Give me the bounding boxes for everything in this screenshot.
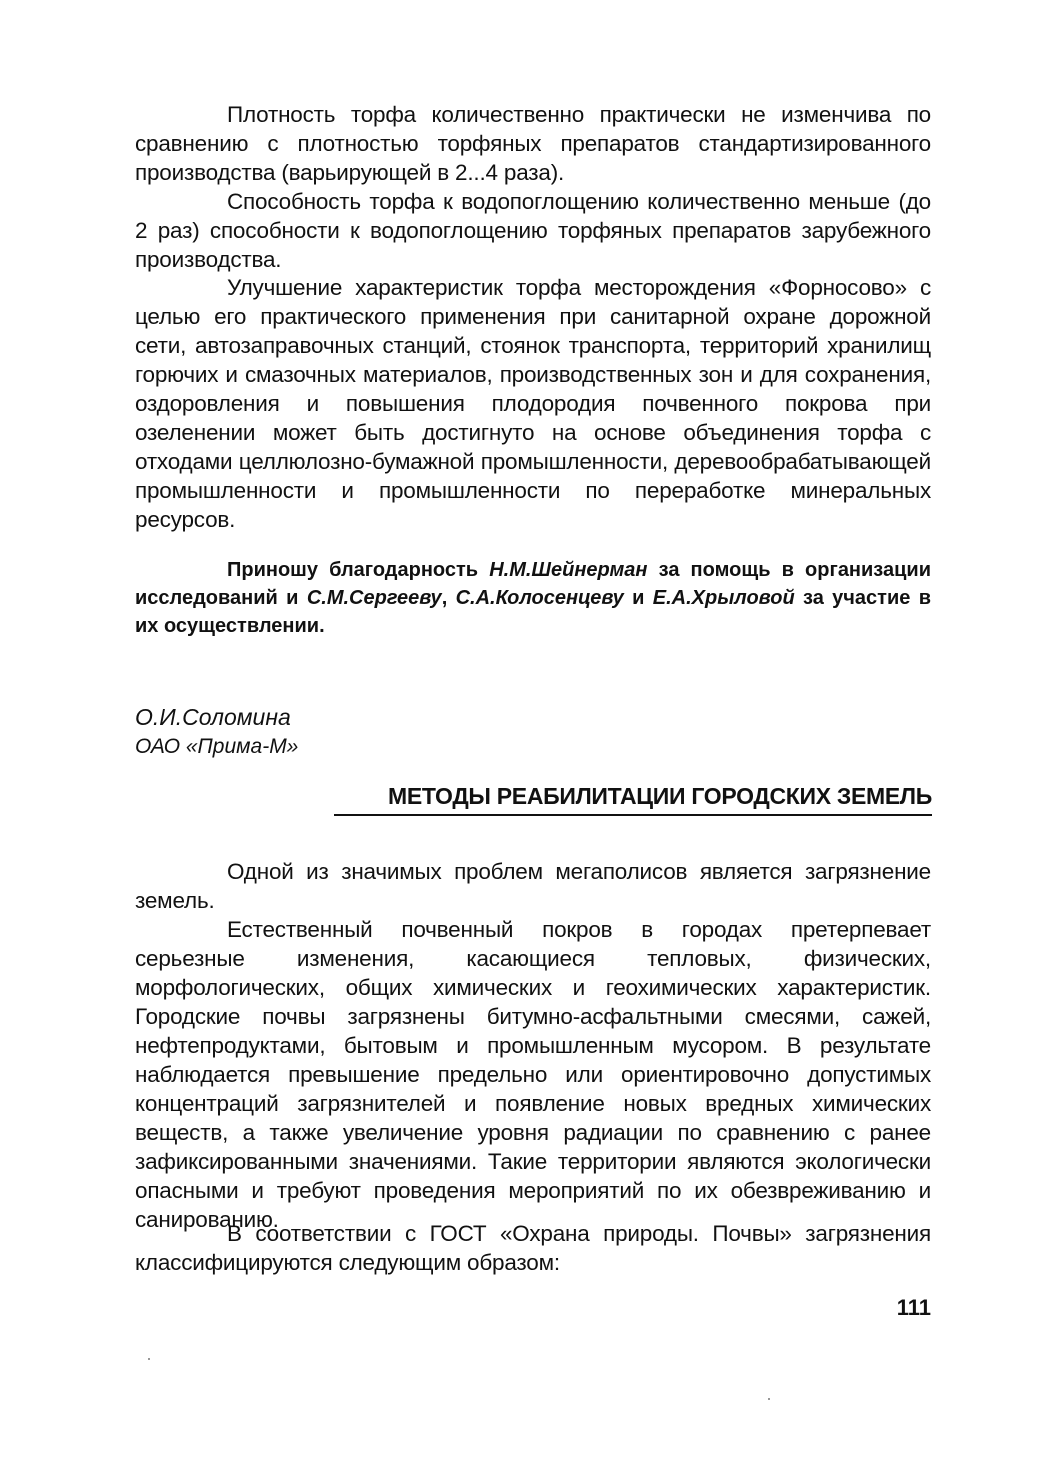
scan-speck [768, 1398, 770, 1400]
ack-name: Н.М.Шейнерман [489, 559, 648, 581]
ack-text: за участие в их осуществлении. [135, 587, 931, 637]
ack-name: С.М.Сергееву [306, 587, 442, 609]
paragraph-text: Плотность торфа количественно практически не изменчива по сравнению с плотностью торфяных препаратов стандартизированного производства (варьирующей в 2...4 раза). [135, 102, 931, 185]
ack-text: и [623, 587, 653, 609]
paragraph-text: Одной из значимых проблем мегаполисов является загрязнение земель. [135, 859, 931, 913]
paragraph-soil-changes [135, 915, 931, 1234]
paragraph-text: Естественный почвенный покров в городах претерпевает серьезные изменения, касающиеся тепловых, физических, морфологических, общих химических и геохимических характеристик. Городские почвы загрязнены битумно-асфальтными смесями, сажей, нефтепродуктами, бытовым и промышленным мусором. В результате наблюдается превышение предельно или ориентировочно допустимых концентраций загрязнителей и появление новых вредных химических веществ, а также увеличение уровня радиации по сравнению с ранее зафиксированными значениями. Такие территории являются экологически опасными и требуют проведения мероприятий по их обезвреживанию и санированию. [135, 917, 931, 1232]
paragraph-water-absorption [135, 187, 931, 274]
acknowledgement [135, 556, 931, 640]
ack-name: Е.А.Хрыловой [652, 587, 795, 609]
paragraph-text: В соответствии с ГОСТ «Охрана природы. Почвы» загрязнения классифицируются следующим образом: [135, 1221, 931, 1275]
article-title: МЕТОДЫ РЕАБИЛИТАЦИИ ГОРОДСКИХ ЗЕМЕЛЬ [387, 783, 932, 809]
paragraph-intro [135, 857, 931, 915]
paragraph-text: Способность торфа к водопоглощению количественно меньше (до 2 раз) способности к водопоглощению торфяных препаратов зарубежного производства. [135, 189, 931, 272]
paragraph-peat-density [135, 100, 931, 187]
title-underline [334, 814, 932, 816]
paragraph-improvement [135, 273, 931, 534]
paragraph-gost [135, 1219, 931, 1277]
paragraph-text: Улучшение характеристик торфа месторождения «Форносово» с целью его практического применения при санитарной охране дорожной сети, автозаправочных станций, стоянок транспорта, территорий хранилищ горючих и смазочных материалов, производственных зон и для сохранения, оздоровления и повышения плодородия почвенного покрова при озеленении может быть достигнуто на основе объединения торфа с отходами целлюлозно-бумажной промышленности, деревообрабатывающей промышленности и промышленности по переработке минеральных ресурсов. [135, 275, 931, 532]
scan-speck [148, 1358, 150, 1360]
author-organization: ОАО «Прима-М» [135, 735, 299, 758]
ack-text: , [441, 587, 456, 609]
page-number: 111 [896, 1295, 931, 1320]
ack-name: С.А.Колосенцеву [455, 587, 624, 609]
article-author: О.И.Соломина [135, 704, 291, 730]
ack-text: Приношу благодарность [227, 559, 490, 581]
ack-text: за помощь в организации исследований и [135, 559, 931, 609]
